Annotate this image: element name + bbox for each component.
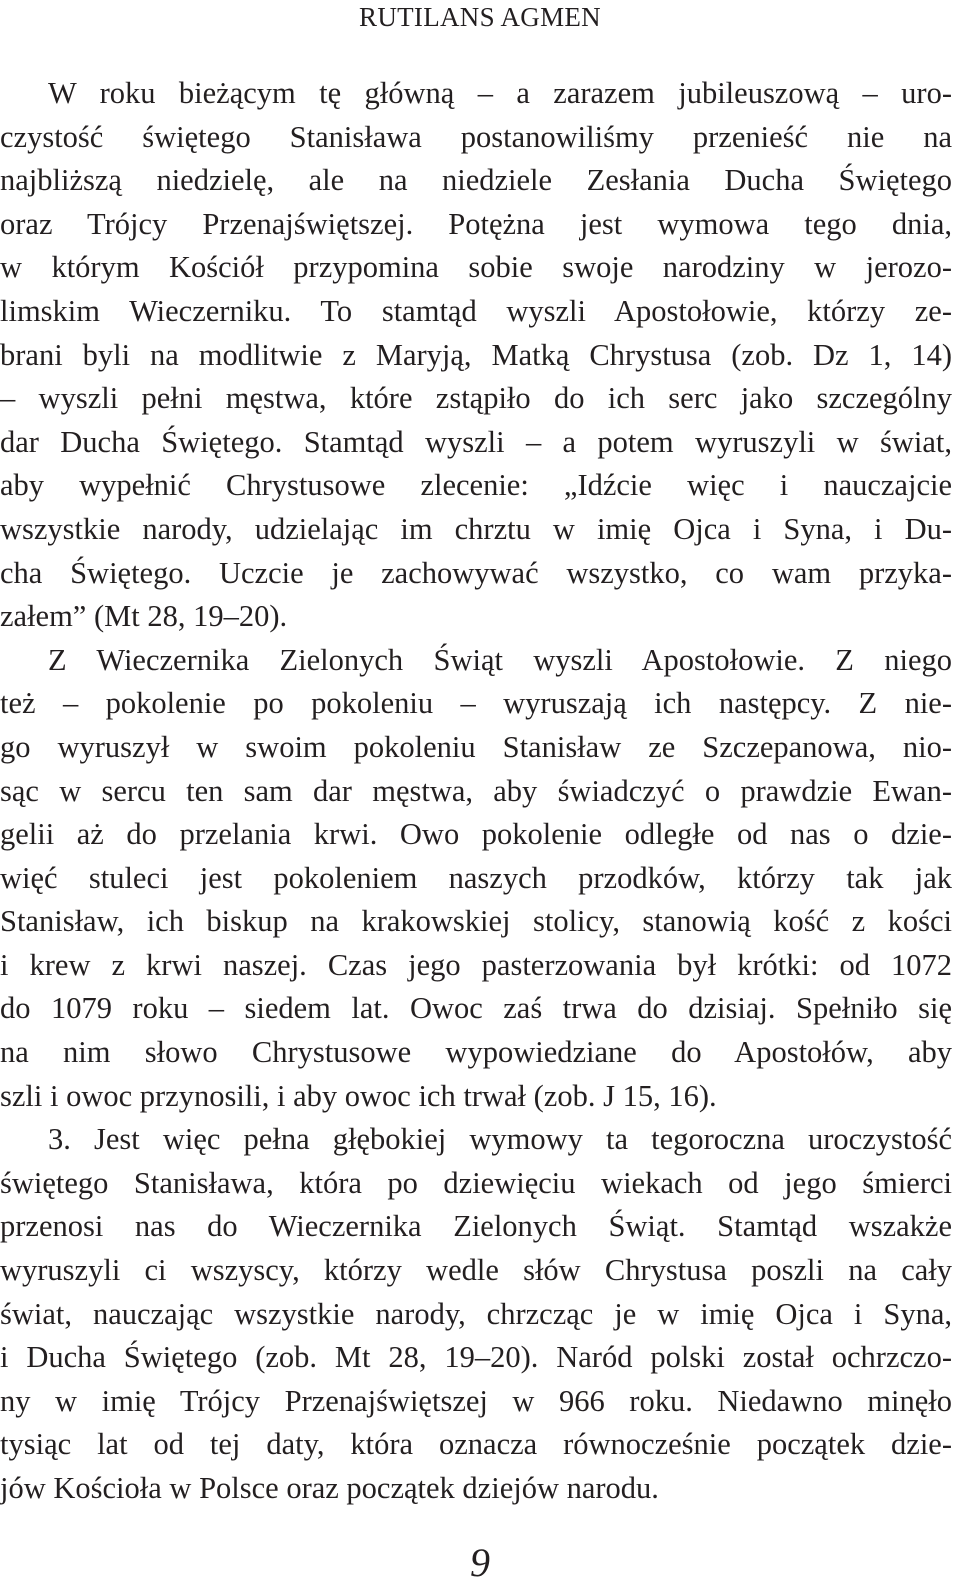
- running-head: RUTILANS AGMEN: [359, 2, 601, 32]
- text-line: Z Wieczernika Zielonych Świąt wyszli Apostołowie. Z niego: [48, 642, 952, 677]
- text-line: sąc w sercu ten sam dar męstwa, aby świadczyć o prawdzie Ewan-: [0, 773, 952, 808]
- text-line: jów Kościoła w Polsce oraz początek dziejów narodu.: [0, 1471, 659, 1505]
- body-text: [0, 72, 952, 1511]
- text-line: brani byli na modlitwie z Maryją, Matką Chrystusa (zob. Dz 1, 14): [0, 337, 952, 372]
- page-number: 9: [470, 1540, 490, 1585]
- text-line: wyruszyli ci wszyscy, którzy wedle słów Chrystusa poszli na cały: [0, 1253, 952, 1288]
- text-line: czystość świętego Stanisława postanowiliśmy przenieść nie na: [0, 119, 952, 154]
- text-line: gelii aż do przelania krwi. Owo pokolenie odległe od nas o dzie-: [0, 817, 952, 852]
- text-line: limskim Wieczerniku. To stamtąd wyszli Apostołowie, którzy ze-: [0, 293, 952, 328]
- text-line: więć stuleci jest pokoleniem naszych przodków, którzy tak jak: [0, 860, 952, 895]
- text-line: dar Ducha Świętego. Stamtąd wyszli – a potem wyruszyli w świat,: [0, 424, 952, 459]
- text-line: najbliższą niedzielę, ale na niedziele Zesłania Ducha Świętego: [0, 163, 952, 198]
- text-line: cha Świętego. Uczcie je zachowywać wszystko, co wam przyka-: [0, 555, 952, 590]
- text-line: też – pokolenie po pokoleniu – wyruszają ich następcy. Z nie-: [0, 686, 952, 721]
- text-line: 3. Jest więc pełna głębokiej wymowy ta tegoroczna uroczystość: [48, 1122, 952, 1157]
- text-line: i Ducha Świętego (zob. Mt 28, 19–20). Naród polski został ochrzczo-: [0, 1340, 952, 1375]
- text-line: go wyruszył w swoim pokoleniu Stanisław ze Szczepanowa, nio-: [0, 729, 952, 764]
- text-line: przenosi nas do Wieczernika Zielonych Świąt. Stamtąd wszakże: [0, 1209, 952, 1244]
- text-line: do 1079 roku – siedem lat. Owoc zaś trwa do dzisiaj. Spełniło się: [0, 991, 952, 1026]
- text-line: świętego Stanisława, która po dziewięciu wiekach od jego śmierci: [0, 1165, 952, 1200]
- text-line: załem” (Mt 28, 19–20).: [0, 599, 288, 634]
- text-line: szli i owoc przynosili, i aby owoc ich trwał (zob. J 15, 16).: [0, 1078, 717, 1113]
- text-line: tysiąc lat od tej daty, która oznacza równocześnie początek dzie-: [0, 1427, 952, 1462]
- text-line: aby wypełnić Chrystusowe zlecenie: „Idźcie więc i nauczajcie: [0, 468, 952, 503]
- text-line: – wyszli pełni męstwa, które zstąpiło do ich serc jako szczególny: [0, 381, 952, 416]
- text-line: wszystkie narody, udzielając im chrztu w imię Ojca i Syna, i Du-: [0, 511, 952, 546]
- text-line: ny w imię Trójcy Przenajświętszej w 966 roku. Niedawno minęło: [0, 1383, 952, 1418]
- text-line: na nim słowo Chrystusowe wypowiedziane do Apostołów, aby: [0, 1035, 952, 1070]
- text-line: oraz Trójcy Przenajświętszej. Potężna jest wymowa tego dnia,: [0, 206, 952, 241]
- text-line: W roku bieżącym tę główną – a zarazem jubileuszową – uro-: [48, 76, 952, 110]
- text-line: w którym Kościół przypomina sobie swoje narodziny w jerozo-: [0, 250, 952, 285]
- text-line: Stanisław, ich biskup na krakowskiej stolicy, stanowią kość z kości: [0, 904, 952, 939]
- text-line: i krew z krwi naszej. Czas jego pasterzowania był krótki: od 1072: [0, 947, 952, 982]
- text-line: świat, nauczając wszystkie narody, chrzcząc je w imię Ojca i Syna,: [0, 1296, 952, 1331]
